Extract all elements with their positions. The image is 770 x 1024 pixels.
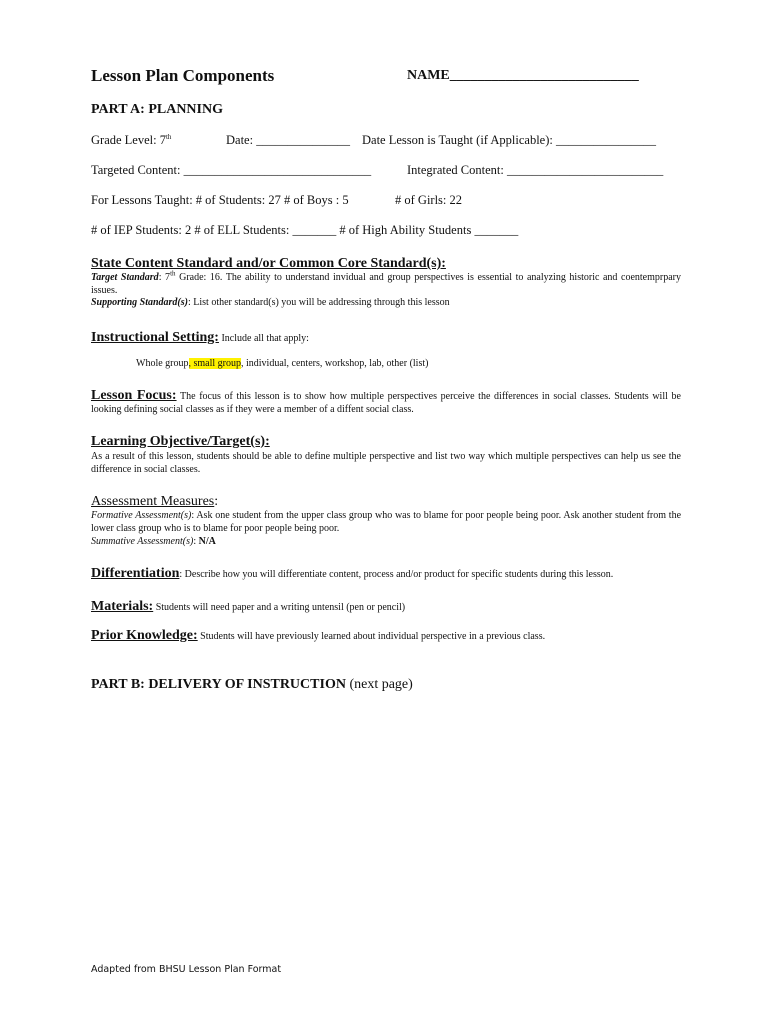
footer-note: Adapted from BHSU Lesson Plan Format xyxy=(91,964,282,975)
date-taught-field: Date Lesson is Taught (if Applicable): ________________ xyxy=(362,133,656,147)
instructional-setting-line: Instructional Setting: Include all that apply: xyxy=(91,330,309,345)
materials-line: Materials: Students will need paper and a writing untensil (pen or pencil) xyxy=(91,599,406,614)
objective-text: As a result of this lesson, students should be able to define multiple perspective and list two way which multiple perspectives can help us see the difference in social classes. xyxy=(91,451,681,475)
setting-options: Whole group, small group, individual, centers, workshop, lab, other (list) xyxy=(136,358,429,369)
page-title: Lesson Plan Components xyxy=(91,66,275,85)
name-field-label: NAME___________________________ xyxy=(407,68,639,83)
standards-heading: State Content Standard and/or Common Core Standard(s): xyxy=(91,256,446,271)
differentiation-line: Differentiation: Describe how you will differentiate content, process and/or product for specific students during this lesson. xyxy=(91,566,614,581)
assessment-heading: Assessment Measures: xyxy=(91,494,219,509)
iep-ell-line: # of IEP Students: 2 # of ELL Students: _______ # of High Ability Students _______ xyxy=(91,223,519,237)
lesson-focus: Lesson Focus: The focus of this lesson is to show how multiple perspectives perceive the differences in social classes. Students will be looking defining social classes as if they were a member of a diffent social class. xyxy=(91,388,681,415)
summative-assessment: Summative Assessment(s): N/A xyxy=(91,536,216,547)
part-b-heading: PART B: DELIVERY OF INSTRUCTION (next page) xyxy=(91,677,413,692)
grade-level: Grade Level: 7th xyxy=(91,132,172,147)
target-standard: Target Standard: 7th Grade: 16. The ability to understand invidual and group perspectives is essential to analyzing historic and coentemprpary issues. xyxy=(91,269,681,296)
part-a-heading: PART A: PLANNING xyxy=(91,102,223,117)
supporting-standard: Supporting Standard(s): List other standard(s) you will be addressing through this lesson xyxy=(91,297,450,308)
targeted-content-field: Targeted Content: ______________________________ xyxy=(91,163,372,177)
lessons-taught-line: For Lessons Taught: # of Students: 27 # of Boys : 5 xyxy=(91,193,349,207)
highlighted-option: , small group xyxy=(188,358,241,369)
integrated-content-field: Integrated Content: _________________________ xyxy=(407,163,664,177)
date-field: Date: _______________ xyxy=(226,133,350,147)
girls-count: # of Girls: 22 xyxy=(395,193,463,207)
prior-knowledge-line: Prior Knowledge: Students will have previously learned about individual perspective in a previous class. xyxy=(91,628,546,643)
objective-heading: Learning Objective/Target(s): xyxy=(91,434,270,449)
formative-assessment: Formative Assessment(s): Ask one student from the upper class group who was to blame for poor people being poor. Ask another student from the lower class group who is to blame for poor people being poor. xyxy=(91,510,682,534)
